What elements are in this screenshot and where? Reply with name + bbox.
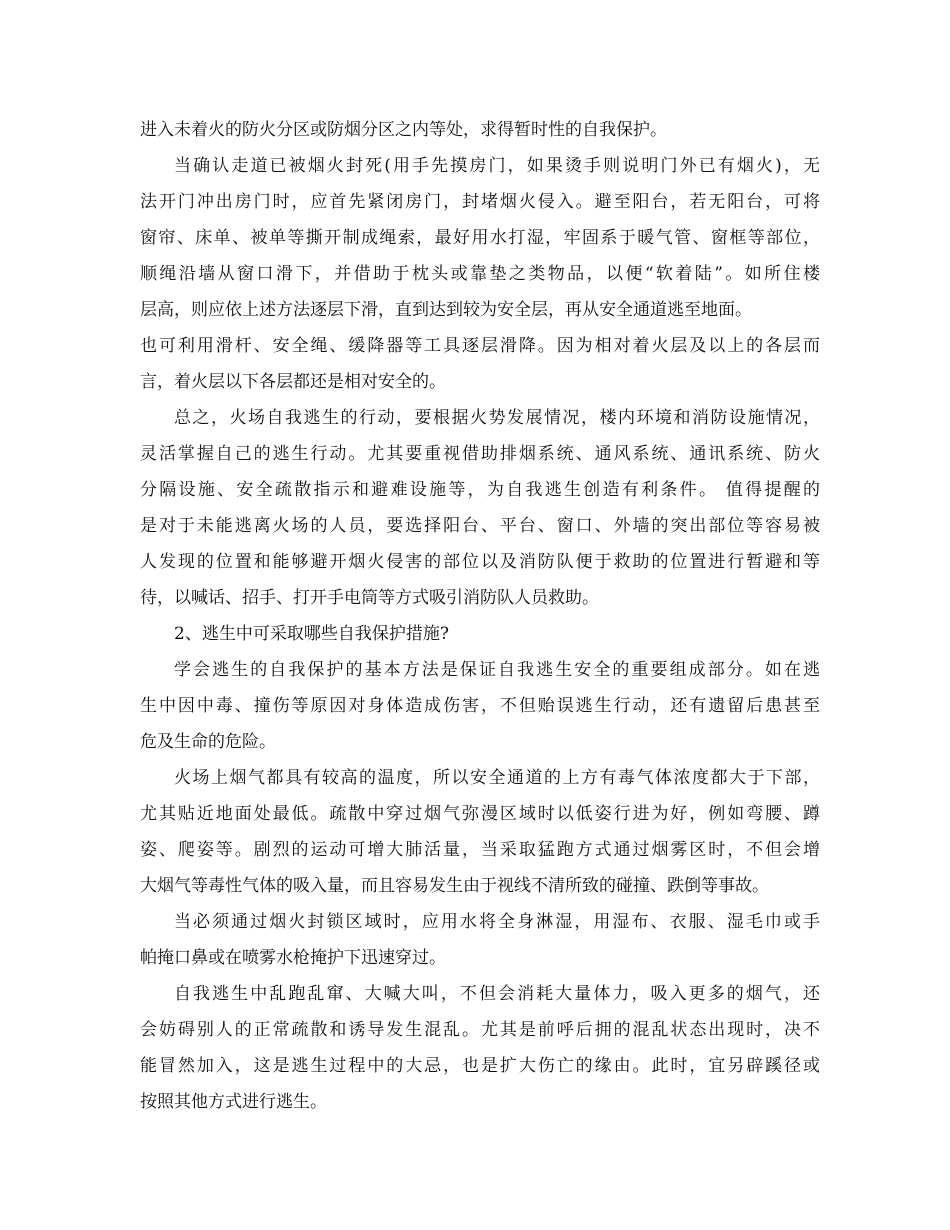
- text-line: 当确认走道已被烟火封死(用手先摸房门，如果烫手则说明门外已有烟火)，无: [174, 156, 820, 176]
- text-line: 能冒然加入，这是逃生过程中的大忌，也是扩大伤亡的缘由。此时，宜另辟蹊径或: [140, 1056, 820, 1076]
- text-line: 人发现的位置和能够避开烟火侵害的部位以及消防队便于救助的位置进行暂避和等: [140, 552, 820, 572]
- text-line: 言，着火层以下各层都还是相对安全的。: [140, 372, 446, 392]
- text-line: 大烟气等毒性气体的吸入量，而且容易发生由于视线不清所致的碰撞、跌倒等事故。: [140, 876, 769, 896]
- text-line: 分隔设施、安全疏散指示和避难设施等，为自我逃生创造有利条件。 值得提醒的: [140, 480, 820, 500]
- text-line: 法开门冲出房门时，应首先紧闭房门，封堵烟火侵入。避至阳台，若无阳台，可将: [140, 192, 820, 212]
- text-line: 姿、爬姿等。剧烈的运动可增大肺活量，当采取猛跑方式通过烟雾区时，不但会增: [140, 840, 820, 860]
- text-line: 窗帘、床单、被单等撕开制成绳索，最好用水打湿，牢固系于暖气管、窗框等部位，: [140, 228, 820, 248]
- text-line: 待，以喊话、招手、打开手电筒等方式吸引消防队人员救助。: [140, 588, 599, 608]
- text-line: 学会逃生的自我保护的基本方法是保证自我逃生安全的重要组成部分。如在逃: [174, 660, 820, 680]
- text-line: 会妨碍别人的正常疏散和诱导发生混乱。尤其是前呼后拥的混乱状态出现时，决不: [140, 1020, 820, 1040]
- text-line: 危及生命的危险。: [140, 732, 276, 752]
- text-line: 顺绳沿墙从窗口滑下，并借助于枕头或靠垫之类物品，以便“软着陆”。如所住楼: [140, 264, 820, 284]
- text-line: 生中因中毒、撞伤等原因对身体造成伤害，不但贻误逃生行动，还有遗留后患甚至: [140, 696, 820, 716]
- text-line: 火场上烟气都具有较高的温度，所以安全通道的上方有毒气体浓度都大于下部，: [174, 768, 820, 788]
- text-line: 帕掩口鼻或在喷雾水枪掩护下迅速穿过。: [140, 948, 446, 968]
- text-line: 是对于未能逃离火场的人员，要选择阳台、平台、窗口、外墙的突出部位等容易被: [140, 516, 820, 536]
- text-line: 按照其他方式进行逃生。: [140, 1092, 327, 1112]
- section-heading: 2、逃生中可采取哪些自我保护措施?: [174, 624, 449, 644]
- text-line: 总之，火场自我逃生的行动，要根据火势发展情况，楼内环境和消防设施情况，: [174, 408, 820, 428]
- text-line: 也可利用滑杆、安全绳、缓降器等工具逐层滑降。因为相对着火层及以上的各层而: [140, 336, 820, 356]
- text-line: 进入未着火的防火分区或防烟分区之内等处，求得暂时性的自我保护。: [140, 120, 667, 140]
- text-line: 当必须通过烟火封锁区域时，应用水将全身淋湿，用湿布、衣服、湿毛巾或手: [174, 912, 820, 932]
- text-line: 尤其贴近地面处最低。疏散中穿过烟气弥漫区域时以低姿行进为好，例如弯腰、蹲: [140, 804, 820, 824]
- text-line: 层高，则应依上述方法逐层下滑，直到达到较为安全层，再从安全通道逃至地面。: [140, 300, 752, 320]
- text-line: 自我逃生中乱跑乱窜、大喊大叫，不但会消耗大量体力，吸入更多的烟气，还: [174, 984, 820, 1004]
- text-line: 灵活掌握自己的逃生行动。尤其要重视借助排烟系统、通风系统、通讯系统、防火: [140, 444, 820, 464]
